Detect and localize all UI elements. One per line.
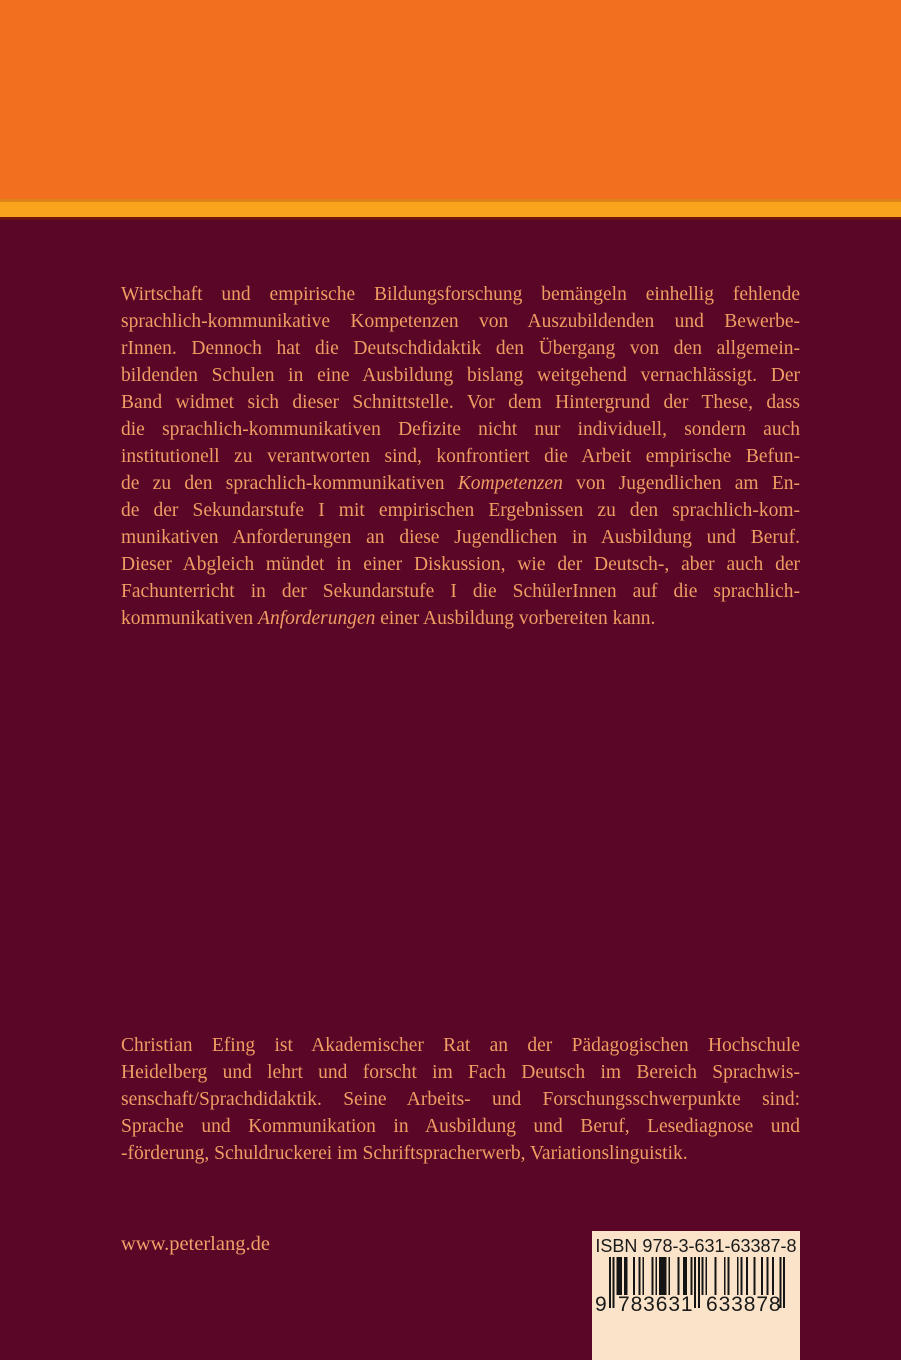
text-segment: sprachlich-kommunikative Kompetenzen von Auszubildenden und Bewerbe- bbox=[121, 311, 800, 332]
text-segment: Band widmet sich dieser Schnittstelle. Vor dem Hintergrund der These, dass bbox=[121, 392, 800, 413]
blurb-text bbox=[121, 281, 800, 632]
text-segment: kommunikativen bbox=[121, 608, 259, 629]
text-segment: Sprache und Kommunikation in Ausbildung und Beruf, Lesediagnose und bbox=[121, 1116, 800, 1137]
author-bio bbox=[121, 1032, 800, 1167]
text-line bbox=[121, 524, 800, 551]
text-segment: de der Sekundarstufe I mit empirischen Ergebnissen zu den sprachlich-kom- bbox=[121, 500, 800, 521]
text-segment: einer Ausbildung vorbereiten kann. bbox=[375, 608, 656, 629]
amber-stripe bbox=[0, 202, 901, 217]
text-line bbox=[121, 551, 800, 578]
text-line bbox=[121, 497, 800, 524]
publisher-website: www.peterlang.de bbox=[121, 1233, 270, 1255]
text-line bbox=[121, 416, 800, 443]
text-segment: Fachunterricht in der Sekundarstufe I die SchülerInnen auf die sprachlich- bbox=[121, 581, 800, 602]
text-line bbox=[121, 578, 800, 605]
text-segment: von Jugendlichen am En- bbox=[562, 473, 800, 494]
text-line bbox=[121, 1113, 800, 1140]
text-segment: institutionell zu verantworten sind, konfrontiert die Arbeit empirische Befun- bbox=[121, 446, 800, 467]
text-line bbox=[121, 605, 800, 632]
text-line bbox=[121, 470, 800, 497]
text-line bbox=[121, 443, 800, 470]
top-orange-band bbox=[0, 0, 901, 201]
text-segment: bildenden Schulen in eine Ausbildung bislang weitgehend vernachlässigt. Der bbox=[121, 365, 800, 386]
text-line bbox=[121, 308, 800, 335]
isbn-box bbox=[592, 1231, 800, 1360]
barcode-digit-group: 633878 bbox=[706, 1293, 782, 1316]
text-line bbox=[121, 335, 800, 362]
text-segment: rInnen. Dennoch hat die Deutschdidaktik den Übergang von den allgemein- bbox=[121, 338, 800, 359]
italic-text: Anforderungen bbox=[258, 608, 376, 629]
text-line bbox=[121, 1032, 800, 1059]
text-segment: senschaft/Sprachdidaktik. Seine Arbeits- und Forschungsschwerpunkte sind: bbox=[121, 1089, 800, 1110]
text-segment: die sprachlich-kommunikativen Defizite nicht nur individuell, sondern auch bbox=[121, 419, 800, 440]
amber-maroon-divider bbox=[0, 217, 901, 220]
barcode-digit-group: 9 bbox=[595, 1293, 607, 1316]
text-line bbox=[121, 389, 800, 416]
barcode-digit-group: 783631 bbox=[618, 1293, 694, 1316]
text-line bbox=[121, 1086, 800, 1113]
italic-text: Kompetenzen bbox=[457, 473, 563, 494]
text-line bbox=[121, 1140, 800, 1167]
text-segment: Heidelberg und lehrt und forscht im Fach Deutsch im Bereich Sprachwis- bbox=[121, 1062, 800, 1083]
text-segment: Christian Efing ist Akademischer Rat an der Pädagogischen Hochschule bbox=[121, 1035, 800, 1056]
text-segment: -förderung, Schuldruckerei im Schriftspracherwerb, Variationslinguistik. bbox=[121, 1143, 688, 1164]
isbn-label: ISBN 978-3-631-63387-8 bbox=[595, 1236, 797, 1256]
text-segment: Dieser Abgleich mündet in einer Diskussion, wie der Deutsch-, aber auch der bbox=[121, 554, 800, 575]
text-segment: munikativen Anforderungen an diese Jugendlichen in Ausbildung und Beruf. bbox=[121, 527, 800, 548]
text-segment: de zu den sprachlich-kommunikativen bbox=[121, 473, 458, 494]
text-line bbox=[121, 1059, 800, 1086]
text-line bbox=[121, 362, 800, 389]
text-segment: Wirtschaft und empirische Bildungsforschung bemängeln einhellig fehlende bbox=[121, 284, 800, 305]
text-line bbox=[121, 281, 800, 308]
